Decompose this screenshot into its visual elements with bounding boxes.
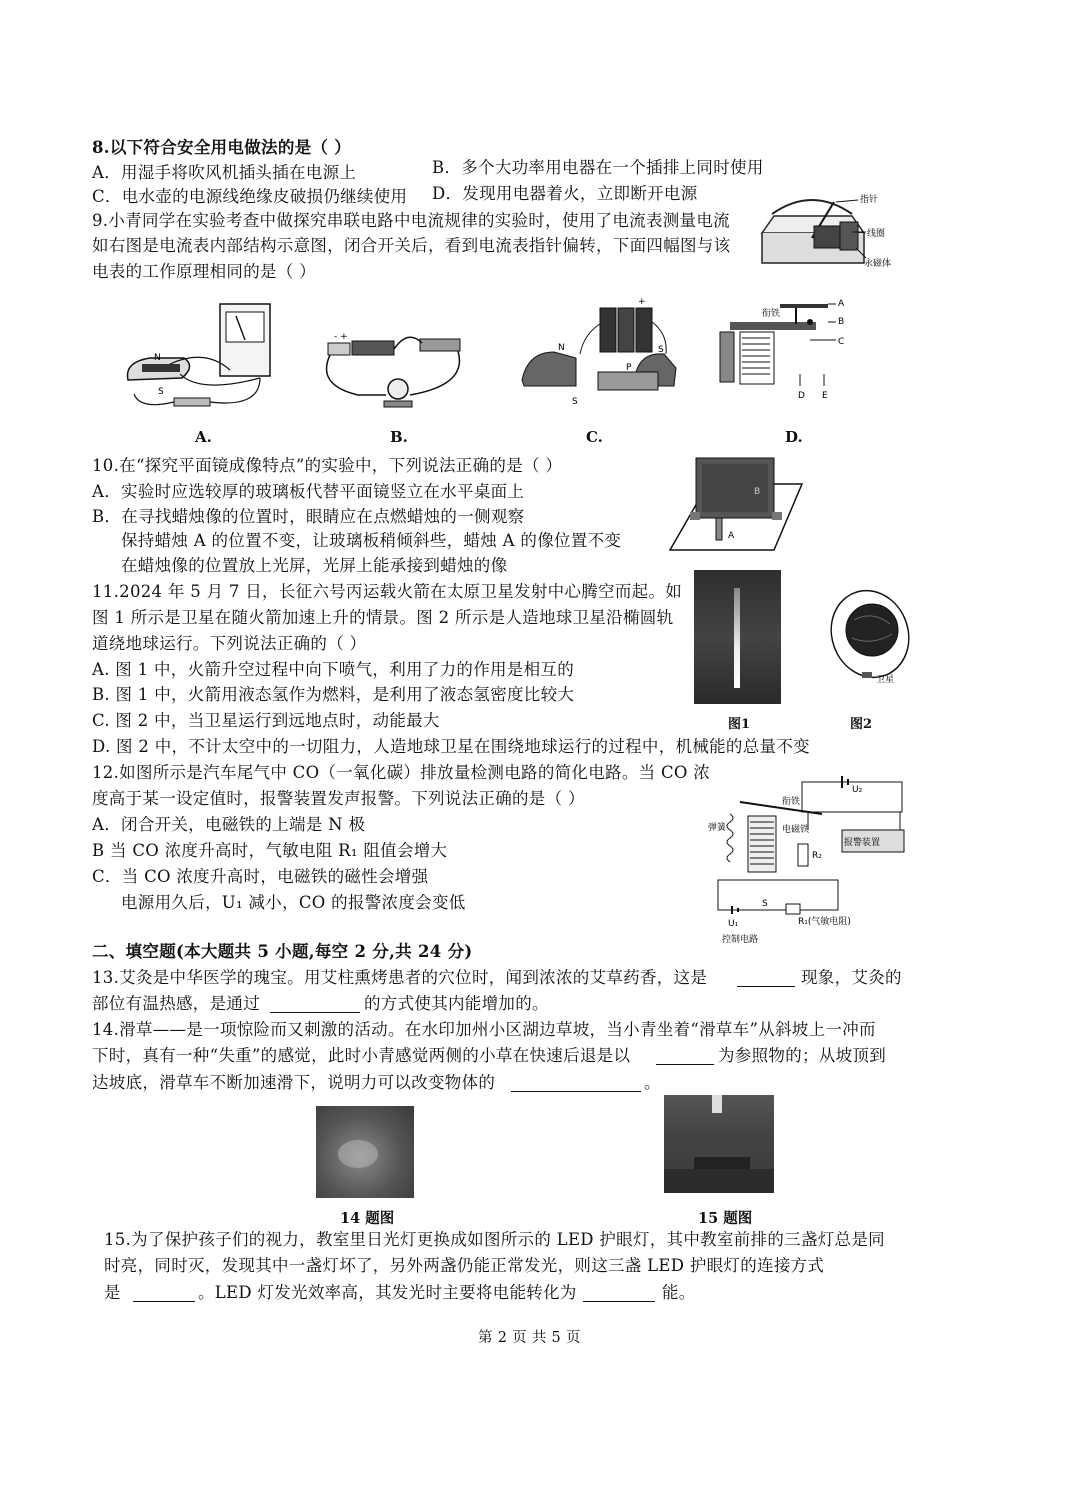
q8-option-a: A．用湿手将吹风机插头插在电源上 (92, 163, 357, 182)
option-d-e-label: E (822, 391, 828, 401)
q14-blank-2 (511, 1091, 641, 1092)
circuit-alarm-label: 报警装置 (844, 838, 881, 848)
q10-option-b: B．在寻找蜡烛像的位置时，眼睛应在点燃蜡烛的一侧观察 (92, 507, 525, 526)
circuit-magnet-label: 电磁铁 (782, 825, 810, 835)
option-d-b-label: B (838, 317, 845, 327)
plane-mirror-figure (666, 454, 816, 554)
option-d-d-label: D (798, 391, 805, 401)
q15-line3b: 。LED 灯发光效率高，其发光时主要将电能转化为 (198, 1283, 577, 1302)
circuit-spring-label: 弹簧 (708, 823, 727, 833)
q14-line3b: 。 (644, 1073, 661, 1092)
q15-line3a: 是 (104, 1283, 121, 1302)
option-c-label: C. (586, 428, 603, 446)
q14-line1: 14.滑草——是一项惊险而又刺激的活动。在水印加州小区湖边草坡，当小青坐着“滑草车”从斜坡上一冲而 (92, 1020, 876, 1039)
q9-line3: 电表的工作原理相同的是（ ） (92, 262, 316, 281)
satellite-orbit-figure (826, 588, 912, 688)
q14-blank-1 (656, 1064, 714, 1065)
satellite-label: 卫星 (876, 675, 895, 685)
q11-option-c: C. 图 2 中，当卫星运行到远地点时，动能最大 (92, 711, 440, 730)
q9-line1: 9.小青同学在实验考查中做探究串联电路中电流规律的实验时，使用了电流表测量电流 (92, 211, 730, 230)
page-number: 第 2 页 共 5 页 (478, 1330, 581, 1346)
q11-line3: 道绕地球运行。下列说法正确的（ ） (92, 634, 367, 653)
q13-blank-2 (270, 1012, 360, 1013)
q8-option-b: B．多个大功率用电器在一个插排上同时使用 (432, 158, 764, 177)
section2-title: 二、填空题(本大题共 5 小题,每空 2 分,共 24 分) (92, 942, 473, 961)
svg-text:- +: - + (334, 332, 348, 342)
circuit-u1-label: U₁ (728, 919, 739, 929)
grass-sliding-photo (316, 1106, 414, 1198)
option-c-p-label: P (626, 363, 632, 373)
meter-label-pointer: 指针 (860, 195, 879, 205)
q11-line2: 图 1 所示是卫星在随火箭加速上升的情景。图 2 所示是人造地球卫星沿椭圆轨 (92, 608, 674, 627)
circuit-u2-label: U₂ (852, 785, 863, 795)
q11-line1: 11.2024 年 5 月 7 日，长征六号丙运载火箭在太原卫星发射中心腾空而起。如 (92, 582, 683, 601)
q10-option-c: 保持蜡烛 A 的位置不变，让玻璃板稍倾斜些，蜡烛 A 的像位置不变 (121, 531, 622, 550)
co-alarm-circuit-figure (702, 770, 910, 946)
q11-option-b: B. 图 1 中，火箭用液态氢作为燃料，是利用了液态氢密度比较大 (92, 685, 575, 704)
option-d-a-label: A (838, 299, 845, 309)
q12-option-a: A．闭合开关，电磁铁的上端是 N 极 (92, 815, 366, 834)
fig2-caption: 图2 (850, 717, 873, 732)
q15-line3c: 能。 (662, 1283, 696, 1302)
q15-line1: 15.为了保护孩子们的视力，教室里日光灯更换成如图所示的 LED 护眼灯，其中教室前排的三盏灯总是同 (104, 1230, 885, 1249)
q8-option-d: D．发现用电器着火，立即断开电源 (432, 184, 698, 203)
option-c-s1-label: S (572, 397, 578, 407)
q13-line2b: 的方式使其内能增加的。 (364, 994, 549, 1013)
fig1-caption: 图1 (728, 717, 751, 732)
mirror-label-b: B (754, 487, 761, 497)
q14-line2a: 下时，真有一种“失重”的感觉，此时小青感觉两侧的小草在快速后退是以 (92, 1046, 631, 1065)
svg-text:+: + (638, 297, 646, 307)
circuit-armature-label: 衔铁 (782, 797, 801, 807)
q8-stem: 8.以下符合安全用电做法的是（ ） (92, 138, 352, 157)
q12-line1: 12.如图所示是汽车尾气中 CO（一氧化碳）排放量检测电路的简化电路。当 CO 浓 (92, 763, 711, 782)
q12-option-c: C．当 CO 浓度升高时，电磁铁的磁性会增强 (92, 867, 429, 886)
option-a-n-label: N (154, 353, 161, 363)
option-a-label: A. (195, 428, 212, 446)
q12-option-d: 电源用久后，U₁ 减小，CO 的报警浓度会变低 (121, 893, 466, 912)
q12-option-b: B 当 CO 浓度升高时，气敏电阻 R₁ 阻值会增大 (92, 841, 448, 860)
option-c-n-label: N (558, 343, 565, 353)
meter-label-magnet: 永磁体 (864, 259, 892, 269)
q15-blank-1 (133, 1301, 195, 1302)
q10-stem: 10.在“探究平面镜成像特点”的实验中，下列说法正确的是（ ） (92, 456, 563, 475)
ammeter-structure-figure (752, 188, 902, 284)
q15-blank-2 (583, 1301, 655, 1302)
option-a-figure (110, 298, 310, 423)
q12-line2: 度高于某一设定值时，报警装置发声报警。下列说法正确的是（ ） (92, 789, 585, 808)
circuit-r2-label: R₂ (812, 851, 822, 861)
q14-line2b: 为参照物的；从坡顶到 (718, 1046, 886, 1065)
q13-blank-1 (737, 986, 795, 987)
option-d-armature-label: 衔铁 (762, 309, 781, 319)
fig14-caption: 14 题图 (340, 1210, 395, 1227)
circuit-control-label: 控制电路 (722, 935, 759, 945)
q9-line2: 如右图是电流表内部结构示意图，闭合开关后，看到电流表指针偏转，下面四幅图与该 (92, 236, 731, 255)
fig15-caption: 15 题图 (698, 1210, 753, 1227)
option-c-s2-label: S (658, 345, 664, 355)
q11-option-a: A. 图 1 中，火箭升空过程中向下喷气，利用了力的作用是相互的 (92, 660, 574, 679)
led-lamp-photo (664, 1095, 774, 1193)
q11-option-d: D. 图 2 中，不计太空中的一切阻力，人造地球卫星在围绕地球运行的过程中，机械能的总量不变 (92, 737, 810, 756)
circuit-r1-label: R₁(气敏电阻) (798, 917, 851, 927)
mirror-label-a: A (728, 531, 735, 541)
option-c-figure (518, 294, 688, 412)
option-d-figure (700, 296, 860, 406)
q15-line2: 时亮，同时灭，发现其中一盏灯坏了，另外两盏仍能正常发光，则这三盏 LED 护眼灯的连接方式 (104, 1256, 825, 1275)
option-b-label: B. (390, 428, 408, 446)
q10-option-a: A．实验时应选较厚的玻璃板代替平面镜竖立在水平桌面上 (92, 482, 525, 501)
meter-label-coil: 线圈 (867, 229, 886, 239)
q8-option-c: C．电水壶的电源线绝缘皮破损仍继续使用 (92, 187, 408, 206)
option-d-label: D. (785, 428, 803, 446)
q13-line2a: 部位有温热感，是通过 (92, 994, 260, 1013)
q13-line1a: 13.艾灸是中华医学的瑰宝。用艾柱熏烤患者的穴位时，闻到浓浓的艾草药香，这是 (92, 968, 708, 987)
rocket-photo (694, 570, 781, 704)
q13-line1b: 现象，艾灸的 (801, 968, 902, 987)
option-d-c-label: C (838, 337, 845, 347)
option-a-s-label: S (158, 387, 164, 397)
q14-line3a: 达坡底，滑草车不断加速滑下，说明力可以改变物体的 (92, 1073, 496, 1092)
option-b-figure (318, 325, 478, 415)
circuit-switch-label: S (762, 899, 768, 909)
q10-option-d: 在蜡烛像的位置放上光屏，光屏上能承接到蜡烛的像 (121, 556, 508, 575)
